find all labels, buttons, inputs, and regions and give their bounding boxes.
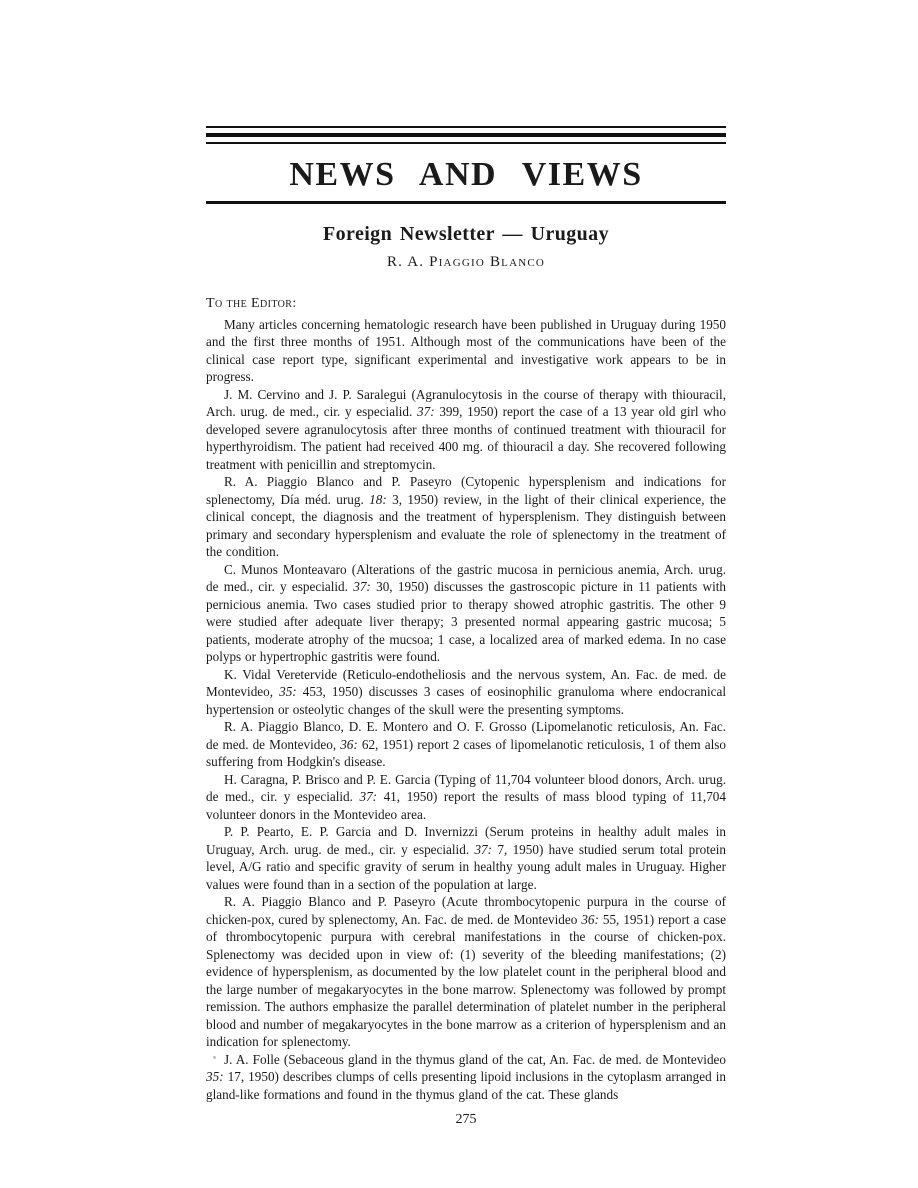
scan-speck bbox=[213, 1056, 216, 1059]
paragraph: R. A. Piaggio Blanco and P. Paseyro (Cytopenic hypersplenism and indications for splenectomy, Día méd. urug. 18: 3, 1950) review, in the light of their clinical experience, the clinical concept, the diagnosis and the treatment of hypersplenism. They distinguish between primary and secondary hypersplenism and evaluate the role of splenectomy in the treatment of the condition. bbox=[206, 474, 726, 559]
paragraph: R. A. Piaggio Blanco and P. Paseyro (Acute thrombocytopenic purpura in the course of chicken-pox, cured by splenectomy, An. Fac. de med. de Montevideo 36: 55, 1951) report a case of thrombocytopenic purpura with cerebral manifestations in the course of chicken-pox. Splenectomy was decided upon in view of: (1) severity of the bleeding manifestations; (2) evidence of hypersplenism, as documented by the low platelet count in the peripheral blood and the large number of megakaryocytes in the bone marrow. Splenectomy was followed by prompt remission. The authors emphasize the parallel determination of platelet number in the peripheral blood and number of megakaryocytes in the bone marrow as a criterion of hypersplenism and an indication for splenectomy. bbox=[206, 894, 726, 1049]
paragraph: J. M. Cervino and J. P. Saralegui (Agranulocytosis in the course of therapy with thiouracil, Arch. urug. de med., cir. y especialid. 37: 399, 1950) report the case of a 13 year old girl who developed severe agranulocytosis after three months of continued treatment with thiouracil for hyperthyroidism. The patient had received 400 mg. of thiouracil a day. She recovered following treatment with penicillin and streptomycin. bbox=[206, 386, 726, 472]
page-number: 275 bbox=[455, 1112, 477, 1127]
paragraph: Many articles concerning hematologic research have been published in Uruguay during 1950 and the first three months of 1951. Although most of the communications have been of the clinical case report type, significant experimental and investigative work appears to be in progress. bbox=[206, 316, 726, 384]
paragraph: R. A. Piaggio Blanco, D. E. Montero and O. F. Grosso (Lipomelanotic reticulosis, An. Fac. de med. de Montevideo, 36: 62, 1951) report 2 cases of lipomelanotic reticulosis, 1 of them also suffering from Hodgkin's disease. bbox=[206, 719, 726, 769]
section-title-rule bbox=[206, 201, 726, 204]
paragraph: K. Vidal Veretervide (Reticulo-endotheliosis and the nervous system, An. Fac. de med. de Montevideo, 35: 453, 1950) discusses 3 cases of eosinophilic granuloma where endocranical hypertension or osteolytic changes of the skull were the presenting symptoms. bbox=[206, 666, 726, 717]
page-content bbox=[206, 126, 726, 1128]
article-title: Foreign Newsletter — Uruguay bbox=[323, 222, 609, 245]
masthead-rule-thick bbox=[206, 133, 726, 137]
salutation: To the Editor: bbox=[206, 295, 297, 311]
paragraph: H. Caragna, P. Brisco and P. E. Garcia (Typing of 11,704 volunteer blood donors, Arch. urug. de med., cir. y especialid. 37: 41, 1950) report the results of mass blood typing of 11,704 volunteer donors in the Montevideo area. bbox=[206, 771, 726, 822]
article-author: R. A. Piaggio Blanco bbox=[386, 253, 546, 270]
masthead-rule-thin-bottom bbox=[206, 142, 726, 144]
paragraph: P. P. Pearto, E. P. Garcia and D. Invernizzi (Serum proteins in healthy adult males in Uruguay, Arch. urug. de med., cir. y especialid. 37: 7, 1950) have studied serum total protein level, A/G ratio and specific gravity of serum in healthy young adult males in Uruguay. Higher values were found than in a section of the population at large. bbox=[206, 824, 726, 892]
section-title: NEWS AND VIEWS bbox=[289, 156, 643, 193]
masthead-rule-thin-top bbox=[206, 126, 726, 128]
article-body bbox=[206, 316, 726, 1104]
paragraph: C. Munos Monteavaro (Alterations of the gastric mucosa in pernicious anemia, Arch. urug. de med., cir. y especialid. 37: 30, 1950) discusses the gastroscopic picture in 11 patients with pernicious anemia. Two cases studied prior to therapy showed atrophic gastritis. The other 9 were studied after adequate liver therapy; 3 presented normal appearing gastric mucosa; 5 patients, moderate atrophy of the mucsoa; 1 case, a localized area of marked edema. In no case polyps or hypertrophic gastritis were found. bbox=[206, 561, 726, 664]
paragraph: J. A. Folle (Sebaceous gland in the thymus gland of the cat, An. Fac. de med. de Montevideo 35: 17, 1950) describes clumps of cells presenting lipoid inclusions in the cytoplasm arranged in gland-like formations and found in the thymus gland of the cat. These glands bbox=[206, 1051, 726, 1102]
masthead-rules bbox=[206, 126, 726, 144]
